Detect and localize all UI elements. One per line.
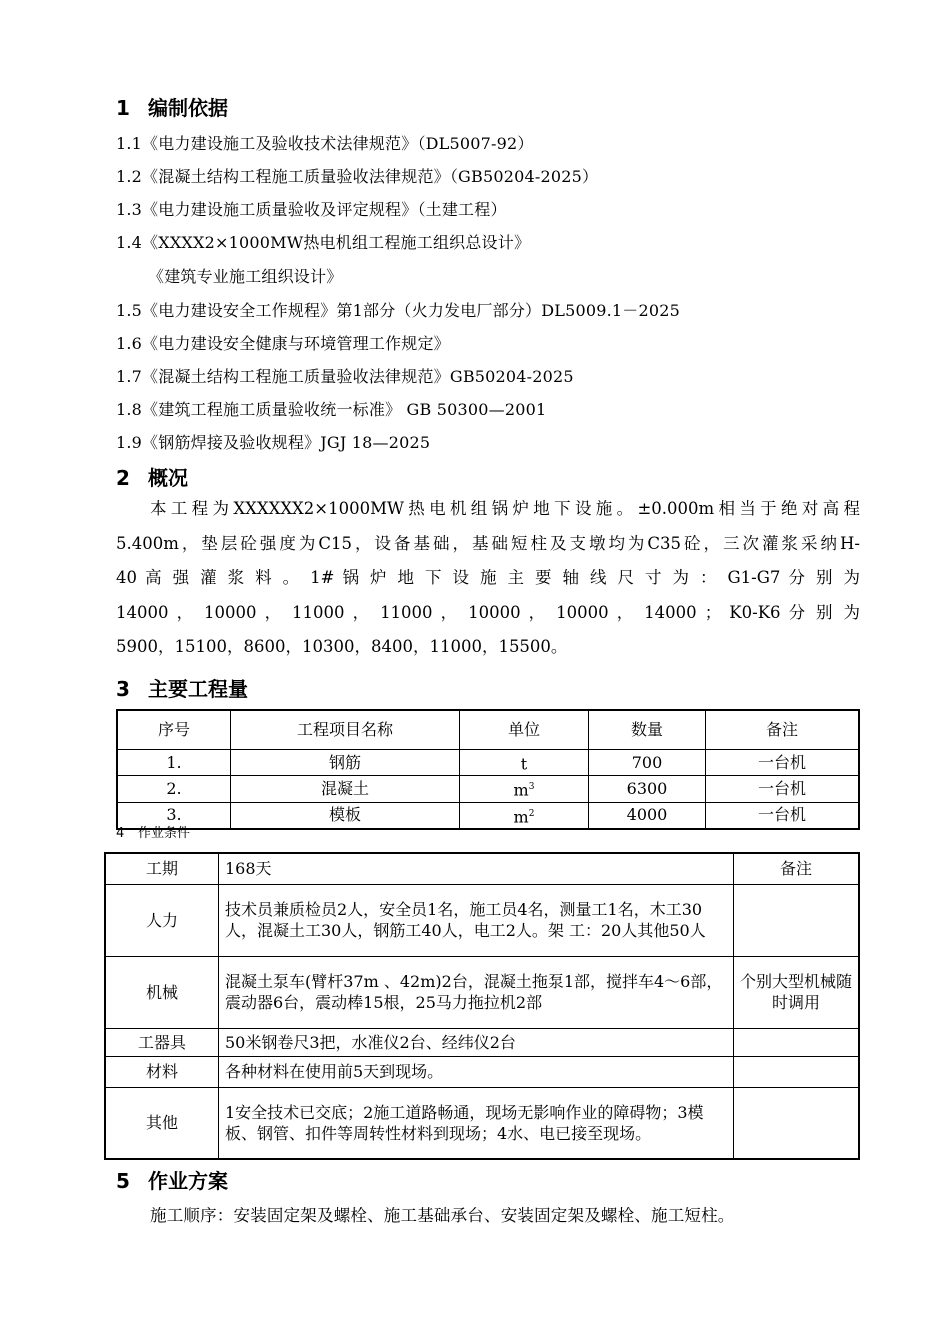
item-name: 模板 bbox=[231, 802, 460, 829]
row-content: 技术员兼质检员2人，安全员1名，施工员4名，测量工1名，木工30人，混凝土工30人，钢筋工40人，电工2人。架 工：20人其他50人 bbox=[219, 884, 734, 956]
overview-paragraph bbox=[116, 492, 860, 665]
item-note: 一台机 bbox=[706, 802, 860, 829]
column-header: 备注 bbox=[706, 710, 860, 750]
reference-item: 1.1《电力建设施工及验收技术法律规范》（DL5007-92） bbox=[116, 134, 534, 153]
row-label: 材料 bbox=[105, 1056, 219, 1087]
section-2-number: 2 bbox=[116, 466, 130, 490]
row-content: 168天 bbox=[219, 853, 734, 884]
item-unit: t bbox=[460, 750, 589, 776]
row-number: 3. bbox=[117, 802, 231, 829]
overview-line: 本工程为XXXXXX2×1000MW热电机组锅炉地下设施。±0.000m相当于绝对高程 bbox=[150, 499, 860, 518]
row-label: 其他 bbox=[105, 1087, 219, 1159]
table-row bbox=[105, 1056, 859, 1087]
item-name: 钢筋 bbox=[231, 750, 460, 776]
construction-sequence: 施工顺序：安装固定架及螺栓、施工基础承台、安装固定架及螺栓、施工短柱。 bbox=[150, 1206, 735, 1225]
reference-item: 1.9《钢筋焊接及验收规程》JGJ 18—2025 bbox=[116, 433, 431, 452]
table-row bbox=[105, 884, 859, 956]
row-label: 机械 bbox=[105, 956, 219, 1028]
row-number: 1. bbox=[117, 750, 231, 776]
section-4-number: 4 bbox=[116, 826, 125, 841]
item-quantity: 700 bbox=[589, 750, 706, 776]
row-note bbox=[734, 1087, 860, 1159]
table-row bbox=[117, 802, 859, 829]
column-header: 序号 bbox=[117, 710, 231, 750]
row-content: 1安全技术已交底；2施工道路畅通，现场无影响作业的障碍物；3模板、钢管、扣件等周转性材料到现场；4水、电已接至现场。 bbox=[219, 1087, 734, 1159]
reference-item: 1.6《电力建设安全健康与环境管理工作规定》 bbox=[116, 334, 450, 353]
section-3-heading bbox=[116, 673, 248, 702]
row-label: 工器具 bbox=[105, 1028, 219, 1056]
reference-item: 1.4《XXXX2×1000MW热电机组工程施工组织总设计》 bbox=[116, 233, 531, 252]
row-label: 工期 bbox=[105, 853, 219, 884]
section-4-title: 作业条件 bbox=[138, 826, 191, 841]
item-note: 一台机 bbox=[706, 750, 860, 776]
section-1-number: 1 bbox=[116, 96, 130, 120]
table-row bbox=[105, 1028, 859, 1056]
column-header: 工程项目名称 bbox=[231, 710, 460, 750]
row-content: 各种材料在使用前5天到现场。 bbox=[219, 1056, 734, 1087]
reference-item: 1.8《建筑工程施工质量验收统一标准》 GB 50300—2001 bbox=[116, 400, 547, 419]
reference-item: 1.5《电力建设安全工作规程》第1部分（火力发电厂部分）DL5009.1－2025 bbox=[116, 301, 680, 320]
table-row bbox=[105, 1087, 859, 1159]
section-1-heading bbox=[116, 92, 228, 121]
row-note bbox=[734, 1056, 860, 1087]
section-4-heading bbox=[116, 822, 190, 841]
section-5-heading bbox=[116, 1165, 228, 1194]
overview-line: 5.400m，垫层砼强度为C15，设备基础，基础短柱及支墩均为C35砼，三次灌浆采纳H- bbox=[116, 533, 860, 553]
table-row bbox=[105, 956, 859, 1028]
table-row bbox=[117, 750, 859, 776]
row-note: 个别大型机械随时调用 bbox=[734, 956, 860, 1028]
column-header: 单位 bbox=[460, 710, 589, 750]
row-note bbox=[734, 1028, 860, 1056]
reference-item: 1.7《混凝土结构工程施工质量验收法律规范》GB50204-2025 bbox=[116, 367, 574, 386]
section-5-title: 作业方案 bbox=[148, 1169, 228, 1193]
quantities-table bbox=[116, 709, 860, 830]
item-quantity: 4000 bbox=[589, 802, 706, 829]
row-note: 备注 bbox=[734, 853, 860, 884]
row-content: 混凝土泵车(臂杆37m 、42m)2台，混凝土拖泵1部，搅拌车4～6部，震动器6台，震动棒15根，25马力拖拉机2部 bbox=[219, 956, 734, 1028]
section-5-number: 5 bbox=[116, 1169, 130, 1193]
item-note: 一台机 bbox=[706, 776, 860, 802]
table-row bbox=[105, 853, 859, 884]
section-2-title: 概况 bbox=[148, 466, 188, 490]
reference-item: 1.2《混凝土结构工程施工质量验收法律规范》（GB50204-2025） bbox=[116, 167, 599, 186]
row-content: 50米钢卷尺3把，水准仪2台、经纬仪2台 bbox=[219, 1028, 734, 1056]
work-conditions-table bbox=[104, 852, 860, 1160]
column-header: 数量 bbox=[589, 710, 706, 750]
item-quantity: 6300 bbox=[589, 776, 706, 802]
row-note bbox=[734, 884, 860, 956]
row-label: 人力 bbox=[105, 884, 219, 956]
section-1-title: 编制依据 bbox=[148, 96, 228, 120]
table-header-row bbox=[117, 710, 859, 750]
section-3-number: 3 bbox=[116, 677, 130, 701]
item-name: 混凝土 bbox=[231, 776, 460, 802]
overview-line: 5900，15100，8600，10300，8400，11000，15500。 bbox=[116, 637, 568, 656]
section-3-title: 主要工程量 bbox=[148, 677, 248, 701]
item-unit: $m^2$ bbox=[460, 802, 589, 829]
reference-item: 1.3《电力建设施工质量验收及评定规程》（土建工程） bbox=[116, 200, 507, 219]
section-2-heading bbox=[116, 462, 188, 491]
reference-item: 《建筑专业施工组织设计》 bbox=[148, 267, 343, 286]
item-unit: $m^3$ bbox=[460, 776, 589, 802]
overview-line: 40 高 强 灌 浆 料 。 1# 锅 炉 地 下 设 施 主 要 轴 线 尺 寸 为 ： G1-G7 分 别 为 bbox=[116, 568, 860, 587]
table-row bbox=[117, 776, 859, 802]
overview-line: 14000 ， 10000 ， 11000 ， 11000 ， 10000 ， 10000 ， 14000 ； K0-K6 分 别 为 bbox=[116, 602, 860, 622]
row-number: 2. bbox=[117, 776, 231, 802]
